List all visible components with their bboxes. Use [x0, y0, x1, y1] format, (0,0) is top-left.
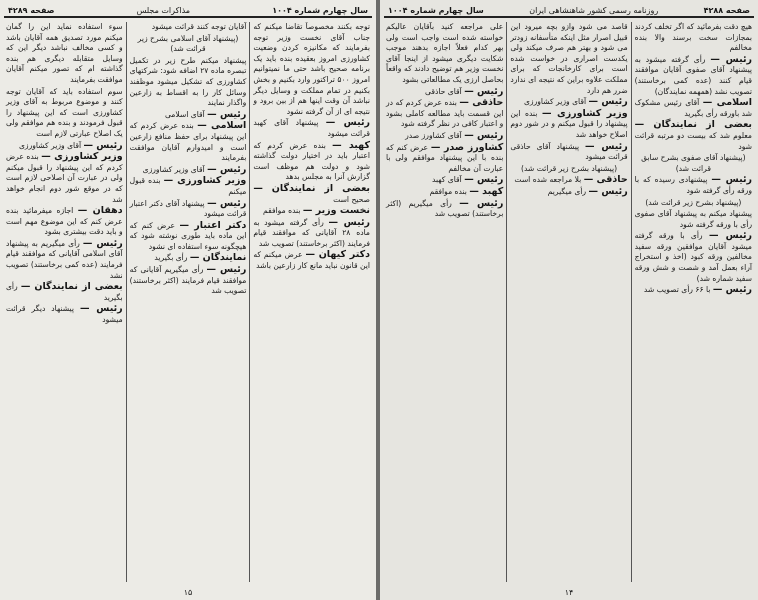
header-title: مذاکرات مجلس [136, 6, 191, 15]
paragraph-text: پیشنهاد آقای حاذقی قرائت میشود [510, 141, 628, 162]
paragraph [635, 98, 752, 119]
speaker-name: کهبد — [332, 139, 370, 151]
paragraph-text: رأی میگیریم آقایانی که موافقند قیام فرمایند (اکثر برخاستند) تصویب شد [129, 265, 247, 296]
paragraph-text: رأی بگیرید [5, 282, 123, 302]
speaker-name: رئیس — [712, 284, 752, 296]
speaker-name: رئیس — [710, 53, 752, 65]
paragraph-text: رأی با ورقه گرفته میشود آقایان موافقین ورقه سفید مخالفین ورقه کبود (اخذ و استخراج آراء بعمل آمد و شصت و شش ورقه سفید شماره شد) [634, 231, 752, 283]
paragraph [510, 97, 627, 108]
paragraph-text: عرض کنم که بنده با این پیشنهاد موافقم ولی با عبارت آن مخالفم [386, 142, 504, 173]
paragraph-text: آقایان توجه کنند قرائت میشود [151, 22, 247, 31]
paragraph [635, 231, 752, 284]
header-title: روزنامه رسمی کشور شاهنشاهی ایران [529, 6, 659, 15]
speaker-name: دهقان — [77, 205, 123, 217]
paragraph [130, 265, 247, 297]
paragraph [6, 87, 123, 140]
paragraph-text: (پیشنهاد بشرح زیر قرائت شد) [520, 163, 618, 173]
speaker-name: وزیر کشاورزی — [541, 107, 628, 119]
page-number-header: صفحه ۴۲۸۸ [703, 6, 750, 15]
paragraph [386, 22, 503, 86]
speaker-name: اسلامی — [197, 120, 247, 132]
paragraph-text: بنده موافقم [429, 186, 467, 196]
paragraph-text: آقای کهبد [431, 175, 462, 185]
speaker-name: رئیس — [588, 185, 628, 197]
text-column [506, 22, 630, 582]
paragraph [130, 199, 247, 220]
paragraph [386, 131, 503, 142]
speaker-name: وزیر کشاورزی — [163, 175, 247, 187]
paragraph [130, 34, 247, 55]
paragraph [130, 56, 247, 109]
speaker-name: رئیس — [207, 197, 247, 209]
paragraph [253, 250, 370, 271]
paragraph [6, 22, 123, 86]
paragraph [130, 165, 247, 176]
paragraph [635, 22, 752, 54]
paragraph-text: رأی میگیریم (اکثر برخاستند) تصویب شد [386, 198, 504, 219]
paragraph-text: آقای وزیر کشاورزی [142, 164, 205, 174]
text-column [3, 22, 126, 582]
paragraph [386, 175, 503, 186]
paragraph [253, 22, 370, 117]
paragraph-text: صحیح است [333, 194, 370, 204]
paragraph [510, 142, 627, 163]
paragraph-text: بلا مراجعه شده است [514, 175, 582, 185]
speaker-name: کهبد — [469, 185, 504, 197]
speaker-name: رئیس — [585, 140, 628, 152]
paragraph [386, 143, 503, 175]
volume-number: سال چهارم شماره ۱۰۰۴ [272, 6, 368, 15]
paragraph-text: (پیشنهاد بشرح زیر قرائت شد) [645, 197, 742, 207]
speaker-name: بعضی از نمایندگان — [634, 119, 752, 131]
speaker-name: اسلامی — [702, 97, 752, 109]
speaker-name: رئیس — [207, 108, 247, 120]
paragraph [253, 141, 370, 183]
paragraph-text: (پیشنهاد آقای صفوی بشرح سابق قرائت شد) [641, 153, 746, 173]
paragraph [130, 121, 247, 163]
text-column [249, 22, 373, 582]
speaker-name: بعضی از نمایندگان — [253, 182, 370, 194]
paragraph-text: توجه بکنند مخصوصاً تقاضا میکنم که جناب آقای نخست وزیر توجه بفرمایند که مکانیزه کردن وضعیت کشاورزی امروز بعقیده بنده باید یک برنامه صحیح باشد حتی ما نمیتوانیم امروز ۵۰۰ تراکتور وارد بکنیم و بخش بکنیم در تمام مملکت و وسایل دیگر نباشد آن وقت اینها هم از بین برود و نتیجه ای از آن گرفته نشود [253, 22, 370, 116]
paragraph [130, 22, 247, 33]
speaker-name: دکتر اعتبار — [179, 219, 247, 231]
paragraph [386, 199, 503, 220]
paragraph-text: بنده عرض کردم که این پیشنهاد را قبول میکنم ولی در عبارت آن اصلاحی لازم است که در موقع شور دوم انجام خواهد شد [5, 152, 123, 204]
paragraph [130, 253, 247, 264]
speaker-name: حاذقی — [459, 97, 504, 109]
paragraph-text: عرض میکنم که این قانون نباید مانع کار زارعین باشد [253, 250, 370, 271]
paragraph-text: بنده این پیشنهاد را قبول میکنم و در شور دوم اصلاح خواهد شد [510, 108, 628, 139]
paragraph-text: معلوم شد که بیست دو مرتبه قرائت شود [634, 130, 752, 151]
paragraph-text: سوم استفاده باید که آقایان توجه کنند و موضوع مربوط به آقای وزیر کشاورزی است که این پیشنهاد را قبول فرمودند و بنده هم موافقم ولی یک اصلاح عبارتی لازم است [5, 86, 123, 138]
paragraph-text: عرض کنم که این ماده باید طوری نوشته شود که هیچگونه سوء استفاده ای نشود [129, 220, 247, 251]
paragraph [253, 118, 370, 139]
paragraph-text: بنده قبول میکنم [129, 176, 247, 196]
text-column [383, 22, 506, 582]
paragraph-text: (پیشنهاد آقای اسلامی بشرح زیر قرائت شد) [137, 33, 239, 54]
paragraph-text: آقای حاذقی [425, 86, 462, 96]
speaker-name: نمایندگان — [189, 252, 247, 264]
paragraph-text: آقای کشاورز صدر [405, 130, 462, 140]
paragraph-text: رأی میگیریم به پیشنهاد آقای اسلامی آقایانی که موافقند قیام فرمایند (عده کمی برخاستند) تصویب نشد [5, 238, 123, 280]
left-page [0, 0, 376, 600]
paragraph [253, 184, 370, 205]
speaker-name: رئیس — [588, 96, 628, 108]
paragraph [130, 176, 247, 197]
paragraph [386, 187, 503, 198]
paragraph-text: بنده عرض کردم که این پیشنهاد برای حفظ منافع زارعین است و امیدوارم آقایان موافقت بفرمایند [129, 121, 247, 163]
paragraph-text: پیشنهاد آقای کهبد قرائت میشود [253, 118, 370, 138]
paragraph [635, 153, 752, 174]
text-column [631, 22, 755, 582]
speaker-name: رئیس — [711, 174, 752, 186]
paragraph [635, 55, 752, 97]
paragraph [386, 87, 503, 98]
page-header [384, 4, 754, 18]
page-header [4, 4, 372, 18]
paragraph [635, 198, 752, 209]
paragraph [386, 98, 503, 130]
paragraph-text: با ۶۶ رأی تصویب شد [643, 285, 711, 295]
page-number-header: صفحه ۴۲۸۹ [8, 6, 55, 15]
speaker-name: رئیس — [328, 216, 370, 228]
paragraph-text: آقای وزیر کشاورزی [18, 140, 82, 150]
paragraph-text: هیچ دقت بفرمائید که اگر تخلف کردند بمجازات سخت برسند والا بنده مخالفم [634, 22, 752, 53]
paragraph [635, 175, 752, 196]
paragraph-text: قاصد می شود وازو بچه میرود این قبیل اصرار مثل اینکه متأسفانه زودتر می شود و بهتر هم صرف میکند ولی یکدست اصراری در خواست شده است برای کارخانجات که برای مملکت علاوه براین که نتیجه ای ندارد ضرر هم دارد [510, 22, 628, 95]
text-columns [383, 22, 755, 582]
text-columns [3, 22, 373, 582]
paragraph-text: بنده عرض کردم که در این قسمت باید مطالعه کاملی بشود و اعتبار کافی در نظر گرفته شود [386, 98, 504, 129]
paragraph-text: بنده موافقم [263, 206, 301, 216]
speaker-name: نخست وزیر — [302, 205, 370, 217]
paragraph [253, 206, 370, 217]
speaker-name: بعضی از نمایندگان — [20, 281, 123, 293]
paragraph-text: رأی گرفته میشود به پیشنهاد آقای صفوی آقایان موافقند قیام کنند (عده کمی برخاستند) تصویب نشد (همهمه نمایندگان) [634, 54, 752, 96]
speaker-name: رئیس — [206, 264, 247, 276]
speaker-name: رئیس — [83, 139, 123, 151]
speaker-name: رئیس — [79, 303, 123, 315]
paragraph [130, 221, 247, 253]
paragraph [6, 282, 123, 303]
paragraph [6, 206, 123, 238]
volume-number: سال چهارم شماره ۱۰۰۴ [388, 6, 484, 15]
paragraph-text: پیشنهاد دیگر قرائت میشود [5, 304, 123, 325]
paragraph [510, 109, 627, 141]
paragraph [635, 120, 752, 152]
paragraph-text: اجازه میفرمائید بنده عرض کنم که این موضوع مهم است و باید دقت بیشتری بشود [5, 206, 123, 237]
paragraph [510, 187, 627, 198]
paragraph [130, 110, 247, 121]
right-page [380, 0, 758, 600]
paragraph-text: سوء استفاده نماید این را گمان میکنم مورد تصدیق همه آقایان باشد و کسی مخالف نباشد دیگر این که وسایل متقابله دیگری هم بنده گذاشته ام که تصور میکنم آقایان موافقت بفرمایند [5, 22, 123, 84]
paragraph-text: پیشنهادی رسیده که با ورقه رأی گرفته شود [634, 175, 752, 195]
speaker-name: رئیس — [708, 230, 752, 242]
text-column [126, 22, 250, 582]
paragraph [6, 304, 123, 325]
page-number-footer: ۱۵ [183, 588, 193, 597]
speaker-name: وزیر کشاورزی — [41, 151, 123, 163]
speaker-name: حاذقی — [583, 174, 628, 186]
paragraph-text: رأی بگیرید [154, 253, 188, 263]
speaker-name: رئیس — [207, 163, 247, 175]
paragraph [510, 164, 627, 175]
speaker-name: رئیس — [464, 85, 504, 97]
paragraph [510, 22, 627, 96]
speaker-name: رئیس — [325, 117, 370, 129]
paragraph [510, 175, 627, 186]
paragraph [6, 239, 123, 281]
paragraph-text: پیشنهاد میکنم به پیشنهاد آقای صفوی رأی با ورقه گرفته شود [634, 209, 752, 229]
paragraph [6, 152, 123, 205]
speaker-name: رئیس — [464, 129, 504, 141]
paragraph-text: رأی گرفته میشود به ماده ۲۸ آقایانی که موافقند قیام فرمایند (اکثر برخاستند) تصویب شد [253, 217, 371, 248]
paragraph-text: پیشنهاد میکنم طرح زیر در تکمیل تبصره ماده ۲۷ اضافه شود: شرکتهای کشاورزی که تشکیل میشود موظفند وسائل کار را به اقساط به زارعین واگذار نمایند [129, 55, 247, 108]
paragraph-text: رأی میگیریم [547, 186, 587, 196]
paragraph [635, 209, 752, 230]
paragraph-text: علی مراجعه کنید بآقایان عالیکم خواسته شده است واجب است ولی بهر کدام فعلاً اجازه بدهند موجب شکایت دیگری میشود از اینجا آقای نخست وزیر هم توضیح دادند که واقعاً بحاصل ارزی یک مطالعاتی بشود [386, 22, 504, 84]
page-number-footer: ۱۴ [564, 588, 574, 597]
speaker-name: دکتر کیهان — [305, 249, 370, 261]
speaker-name: رئیس — [82, 237, 123, 249]
speaker-name: رئیس — [464, 174, 504, 186]
speaker-name: رئیس — [459, 197, 504, 209]
paragraph-text: بنده عرض کردم که اعتبار باید در اختیار دولت گذاشته شود و دولت هم موظف است گزارش آنرا به مجلس بدهد [253, 140, 370, 182]
paragraph [253, 218, 370, 250]
paragraph [635, 285, 752, 296]
paragraph-text: پیشنهاد آقای دکتر اعتبار قرائت میشود [129, 198, 247, 219]
paragraph-text: آقای وزیر کشاورزی [523, 97, 587, 107]
speaker-name: کشاورز صدر — [430, 141, 504, 153]
paragraph [6, 141, 123, 152]
paragraph-text: آقای رئیس مشکوک شد باورقه رأی بگیرید [634, 98, 752, 118]
paragraph-text: آقای اسلامی [164, 109, 205, 119]
